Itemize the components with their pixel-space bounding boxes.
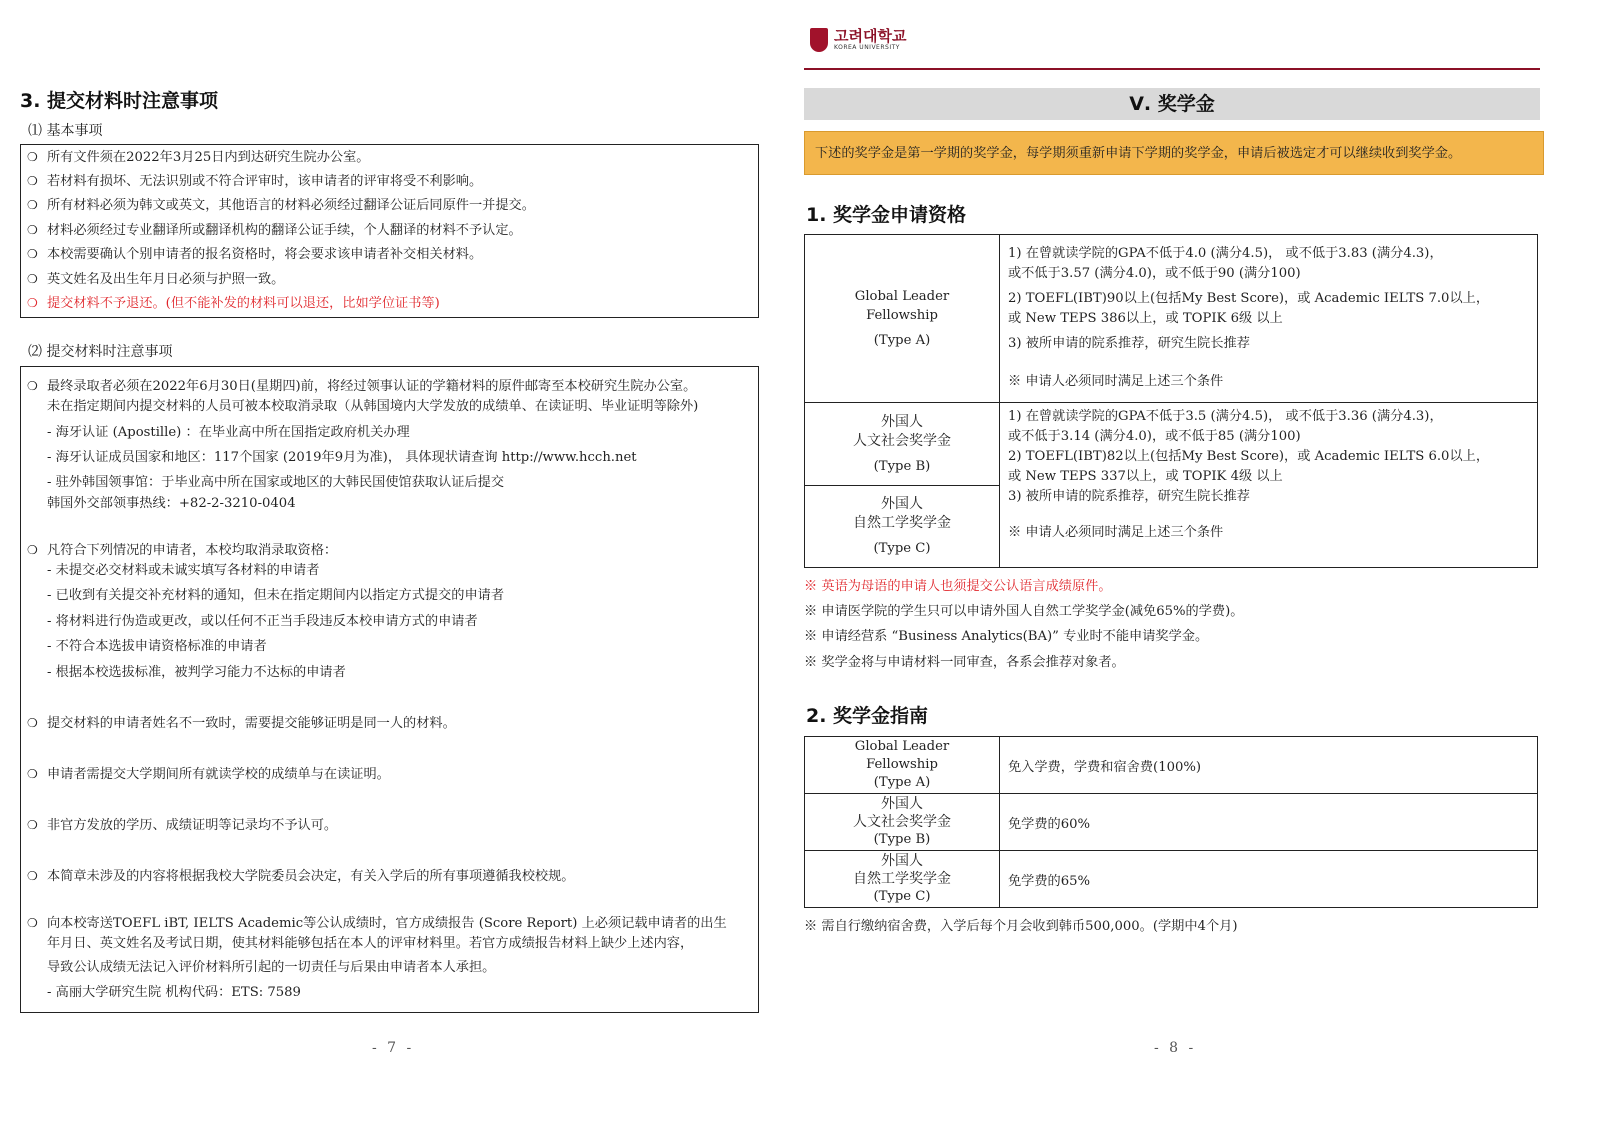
type-b-label-cell [805,403,1000,486]
note-line: ❍ 最终录取者必须在2022年6月30日(星期四)前，将经过领事认证的学籍材料的原件邮寄至本校研究生院办公室。 [27,376,696,397]
note-line: ❍ 凡符合下列情况的申请者，本校均取消录取资格： [27,540,337,561]
basic-item: ❍ 若材料有损坏、无法识别或不符合评审时，该申请者的评审将受不利影响。 [27,171,482,192]
requirement-line: 或 New TEPS 386以上，或 TOPIK 6级 以上 [1008,310,1283,326]
basic-items-box [20,144,759,318]
circle-bullet-icon: ❍ [27,869,38,883]
basic-item: ❍ 材料必须经过专业翻译所或翻译机构的翻译公证手续，个人翻译的材料不予认定。 [27,220,522,241]
requirement-line: 或不低于3.57 (满分4.0)，或不低于90 (满分100) [1008,265,1301,281]
circle-bullet-icon: ❍ [27,272,38,286]
eligibility-note: ※ 申请经营系 “Business Analytics(BA)” 专业时不能申请奖学金。 [804,629,1209,644]
note-line: 未在指定期间内提交材料的人员可被本校取消录取（从韩国境内大学发放的成绩单、在读证明、毕业证明等除外) [47,399,699,414]
page-number: - 7 - [372,1040,415,1056]
note-line: - 根据本校选拔标准，被判学习能力不达标的申请者 [47,665,346,680]
circle-bullet-icon: ❍ [27,379,38,393]
requirement-line: 3) 被所申请的院系推荐，研究生院长推荐 [1008,335,1250,351]
note-line: ❍ 非官方发放的学历、成绩证明等记录均不予认可。 [27,815,337,836]
guide-type-b-label [805,794,1000,851]
logo-english-name: KOREA UNIVERSITY [834,44,900,51]
circle-bullet-icon: ❍ [27,150,38,164]
requirement-note: ※ 申请人必须同时满足上述三个条件 [1008,373,1224,389]
label-line: Fellowship [866,308,938,323]
basic-item-warning: ❍ 提交材料不予退还。(但不能补发的材料可以退还，比如学位证书等) [27,293,440,314]
page-number: - 8 - [1154,1040,1197,1056]
note-line: 韩国外交部领事热线：+82-2-3210-0404 [47,496,296,511]
label-line: (Type C) [873,889,931,904]
note-line: - 海牙认证成员国家和地区：117个国家 (2019年9月为准)， 具体现状请查询 http://www.hcch.net [47,450,637,465]
label-line: 自然工学奖学金 [853,871,951,887]
basic-item: ❍ 所有材料必须为韩文或英文，其他语言的材料必须经过翻译公证后同原件一并提交。 [27,195,535,216]
label-line: Global Leader [854,739,950,754]
note-line: ❍ 提交材料的申请者姓名不一致时，需要提交能够证明是同一人的材料。 [27,713,456,734]
type-a-label-cell [805,235,1000,403]
note-line: - 海牙认证 (Apostille) ：在毕业高中所在国指定政府机关办理 [47,425,410,440]
circle-bullet-icon: ❍ [27,198,38,212]
label-line: (Type A) [873,775,931,790]
eligibility-table [804,234,1538,568]
requirement-line: 2) TOEFL(IBT)90以上(包括My Best Score)，或 Academic IELTS 7.0以上， [1008,290,1490,306]
logo-korean-name: 고려대학교 [834,27,907,45]
requirement-line: 3) 被所申请的院系推荐，研究生院长推荐 [1008,489,1250,504]
label-line: 人文社会奖学金 [853,432,951,449]
guide-type-b-value: 免学费的60% [1000,794,1538,851]
label-line: 外国人 [881,496,923,512]
label-line: Fellowship [866,757,938,772]
note-line: ❍ 本简章未涉及的内容将根据我校大学院委员会决定，有关入学后的所有事项遵循我校校规。 [27,866,575,887]
requirement-note: ※ 申请人必须同时满足上述三个条件 [1008,525,1224,540]
eligibility-note: ※ 英语为母语的申请人也须提交公认语言成绩原件。 [804,579,1112,594]
type-c-label-cell [805,486,1000,568]
table-row [805,851,1538,908]
label-line: 人文社会奖学金 [853,814,951,830]
label-line: (Type A) [873,333,931,348]
page-7 [0,0,790,1132]
circle-bullet-icon: ❍ [27,543,38,557]
type-bc-requirements-cell [1000,403,1538,568]
requirement-line: 或 New TEPS 337以上，或 TOPIK 4级 以上 [1008,469,1283,484]
guide-note: ※ 需自行缴纳宿舍费，入学后每个月会收到韩币500,000。(学期中4个月) [804,919,1238,934]
circle-bullet-icon: ❍ [27,174,38,188]
guide-type-a-value: 免入学费，学费和宿舍费(100%) [1000,737,1538,794]
label-line: 外国人 [881,853,923,869]
requirement-line: 2) TOEFL(IBT)82以上(包括My Best Score)，或 Academic IELTS 6.0以上， [1008,449,1490,464]
table-row [805,235,1538,403]
label-line: (Type C) [873,541,931,556]
note-line: 导致公认成绩无法记入评价材料所引起的一切责任与后果由申请者本人承担。 [47,960,496,975]
scholarship-notice: 下述的奖学金是第一学期的奖学金，每学期须重新申请下学期的奖学金，申请后被选定才可以继续收到奖学金。 [804,131,1544,175]
chapter-banner: Ⅴ. 奖学金 [804,88,1540,120]
table-row [805,794,1538,851]
note-line: - 未提交必交材料或未诚实填写各材料的申请者 [47,563,320,578]
circle-bullet-icon: ❍ [27,223,38,237]
eligibility-note: ※ 奖学金将与申请材料一同审查，各系会推荐对象者。 [804,655,1125,670]
basic-items-title: ⑴ 基本事项 [28,123,103,139]
scholarship-guide-table [804,736,1538,908]
note-line: - 将材料进行伪造或更改，或以任何不正当手段违反本校申请方式的申请者 [47,614,478,629]
label-line: 自然工学奖学金 [853,515,951,531]
table-row [805,737,1538,794]
university-seal-icon [810,28,828,52]
note-line: 年月日、英文姓名及考试日期，使其材料能够包括在本人的评审材料里。若官方成绩报告材料上缺少上述内容， [47,936,694,951]
guide-type-c-value: 免学费的65% [1000,851,1538,908]
note-line: - 高丽大学研究生院 机构代码：ETS: 7589 [47,985,301,1000]
page-8 [790,0,1600,1132]
label-line: 外国人 [881,796,923,812]
header-divider [804,68,1540,70]
circle-bullet-icon: ❍ [27,716,38,730]
circle-bullet-icon: ❍ [27,296,38,310]
requirement-line: 1) 在曾就读学院的GPA不低于4.0 (满分4.5)， 或不低于3.83 (满分4.3)， [1008,245,1443,261]
label-line: Global Leader [854,289,950,304]
note-line: - 已收到有关提交补充材料的通知，但未在指定期间内以指定方式提交的申请者 [47,588,505,603]
basic-item: ❍ 所有文件须在2022年3月25日内到达研究生院办公室。 [27,147,369,168]
basic-item: ❍ 本校需要确认个别申请者的报名资格时，将会要求该申请者补交相关材料。 [27,244,482,265]
circle-bullet-icon: ❍ [27,767,38,781]
circle-bullet-icon: ❍ [27,247,38,261]
note-line: - 不符合本选拔申请资格标准的申请者 [47,639,267,654]
section-3-title: 3. 提交材料时注意事项 [20,90,219,112]
notes-box [20,366,759,1013]
circle-bullet-icon: ❍ [27,818,38,832]
table-row [805,403,1538,486]
requirement-line: 1) 在曾就读学院的GPA不低于3.5 (满分4.5)， 或不低于3.36 (满分4.3)， [1008,409,1443,424]
basic-item: ❍ 英文姓名及出生年月日必须与护照一致。 [27,269,284,290]
label-line: 外国人 [881,413,923,430]
type-a-requirements-cell [1000,235,1538,403]
circle-bullet-icon: ❍ [27,916,38,930]
label-line: (Type B) [873,458,931,474]
note-line: - 驻外韩国领事馆：于毕业高中所在国家或地区的大韩民国使馆获取认证后提交 [47,475,505,490]
label-line: (Type B) [873,832,931,847]
section-2-title: 2. 奖学金指南 [806,705,929,727]
section-1-title: 1. 奖学金申请资格 [806,204,967,226]
requirement-line: 或不低于3.14 (满分4.0)，或不低于85 (满分100) [1008,429,1301,444]
note-line: ❍ 向本校寄送TOEFL iBT, IELTS Academic等公认成绩时，官方成绩报告 (Score Report) 上必须记载申请者的出生 [27,913,727,934]
guide-type-c-label [805,851,1000,908]
korea-university-logo [810,28,906,52]
guide-type-a-label [805,737,1000,794]
note-line: ❍ 申请者需提交大学期间所有就读学校的成绩单与在读证明。 [27,764,390,785]
notes-title: ⑵ 提交材料时注意事项 [28,344,173,360]
eligibility-note: ※ 申请医学院的学生只可以申请外国人自然工学奖学金(减免65%的学费)。 [804,604,1244,619]
